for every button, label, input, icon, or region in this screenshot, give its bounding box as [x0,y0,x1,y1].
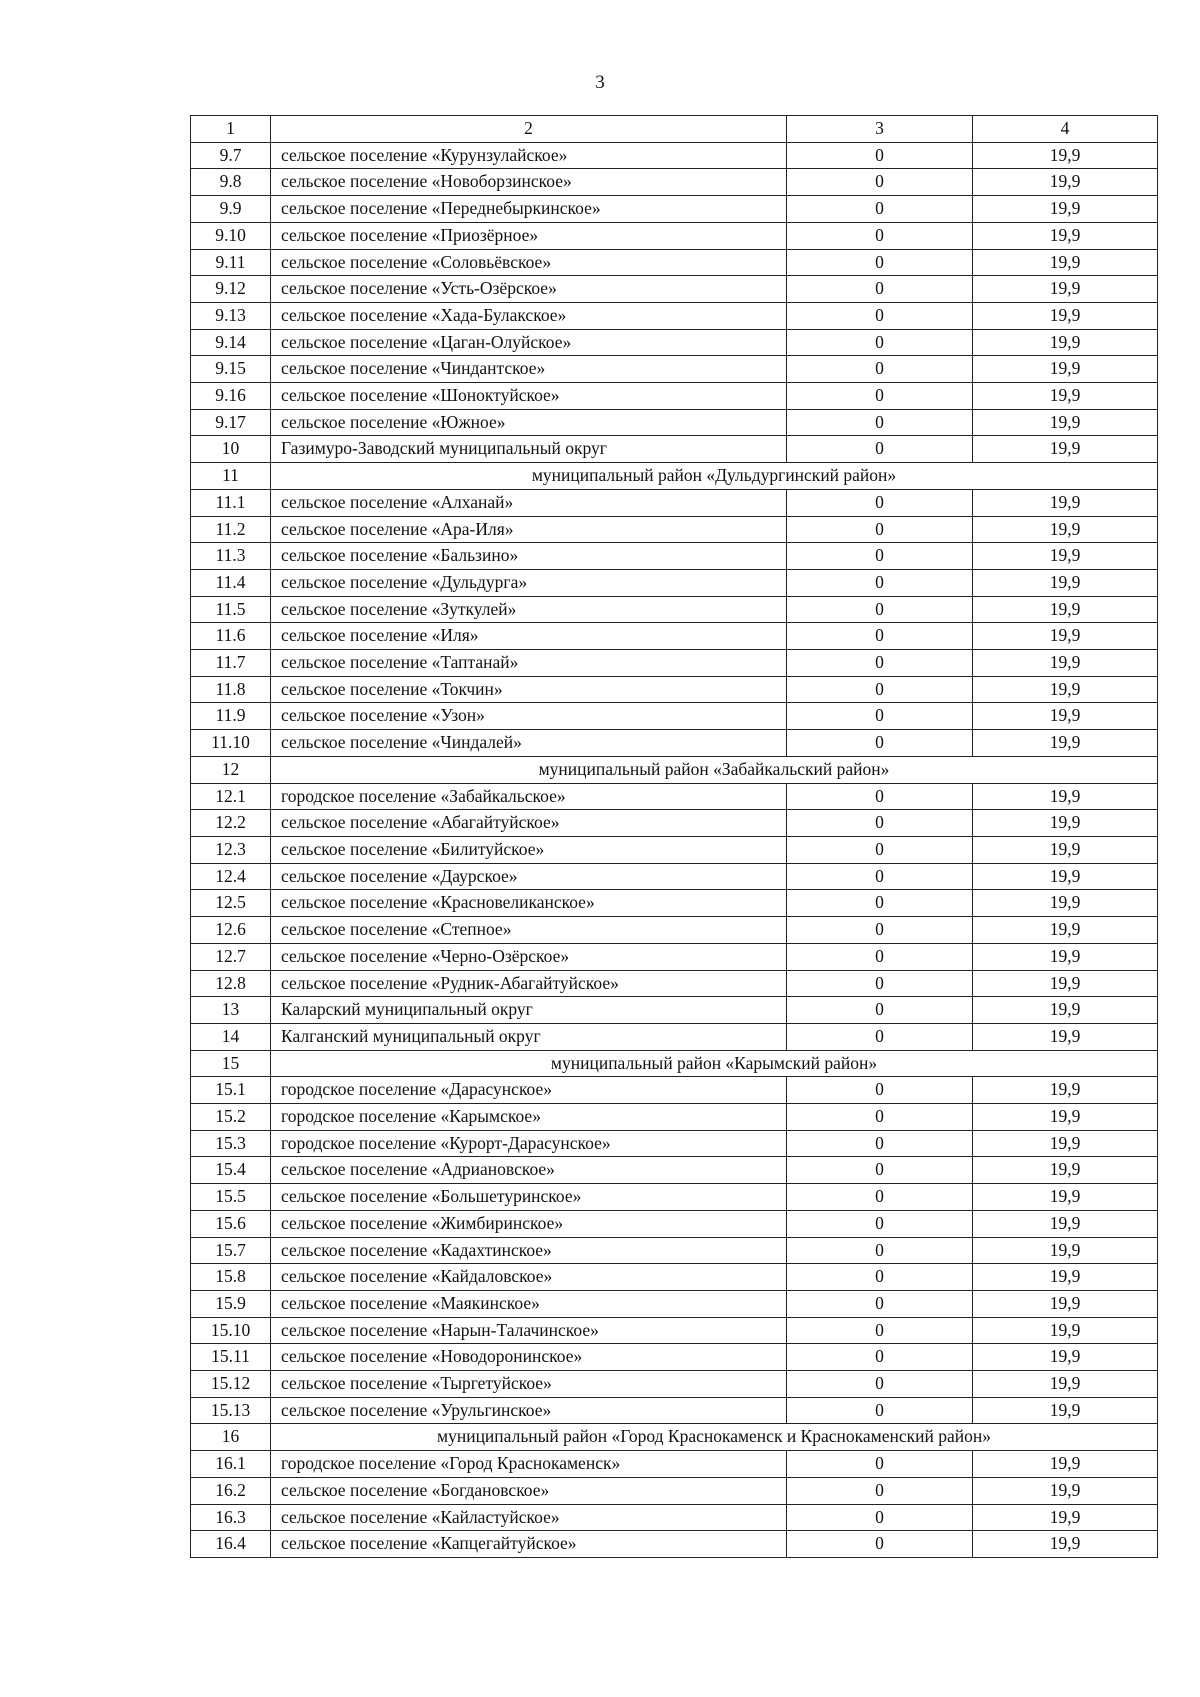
row-value-3: 0 [787,1317,973,1344]
row-value-4: 19,9 [973,543,1158,570]
row-name: сельское поселение «Абагайтуйское» [271,810,787,837]
data-table [190,115,1158,1558]
row-number: 15 [191,1050,271,1077]
row-number: 11.4 [191,569,271,596]
table-row [191,1397,1158,1424]
row-number: 11.10 [191,730,271,757]
row-value-3: 0 [787,730,973,757]
table-row [191,1210,1158,1237]
row-name: сельское поселение «Приозёрное» [271,222,787,249]
row-value-4: 19,9 [973,997,1158,1024]
header-cell-1: 1 [191,116,271,143]
table-row [191,196,1158,223]
table-row [191,1104,1158,1131]
row-value-4: 19,9 [973,169,1158,196]
row-value-4: 19,9 [973,1504,1158,1531]
table-row [191,516,1158,543]
table-row [191,970,1158,997]
row-value-4: 19,9 [973,1237,1158,1264]
row-number: 11.3 [191,543,271,570]
row-name: сельское поселение «Большетуринское» [271,1184,787,1211]
row-value-3: 0 [787,356,973,383]
row-number: 12.5 [191,890,271,917]
table-row [191,943,1158,970]
table-row [191,249,1158,276]
row-value-4: 19,9 [973,489,1158,516]
row-name: сельское поселение «Адриановское» [271,1157,787,1184]
table-row [191,222,1158,249]
row-value-3: 0 [787,810,973,837]
table-row [191,596,1158,623]
row-value-4: 19,9 [973,302,1158,329]
row-value-3: 0 [787,970,973,997]
row-value-4: 19,9 [973,1104,1158,1131]
row-value-4: 19,9 [973,1157,1158,1184]
row-name: Калганский муниципальный округ [271,1023,787,1050]
row-number: 12.2 [191,810,271,837]
row-number: 15.13 [191,1397,271,1424]
row-number: 15.4 [191,1157,271,1184]
row-number: 11.1 [191,489,271,516]
row-value-4: 19,9 [973,1184,1158,1211]
row-value-3: 0 [787,997,973,1024]
row-number: 16.3 [191,1504,271,1531]
row-value-3: 0 [787,249,973,276]
row-value-4: 19,9 [973,1397,1158,1424]
header-cell-4: 4 [973,116,1158,143]
row-value-4: 19,9 [973,890,1158,917]
row-name: городское поселение «Курорт-Дарасунское» [271,1130,787,1157]
row-value-4: 19,9 [973,249,1158,276]
row-number: 11.2 [191,516,271,543]
row-name: сельское поселение «Красновеликанское» [271,890,787,917]
row-number: 9.7 [191,142,271,169]
table-row [191,543,1158,570]
row-number: 15.10 [191,1317,271,1344]
table-section-row [191,463,1158,490]
section-title: муниципальный район «Карымский район» [271,1050,1158,1077]
row-value-3: 0 [787,1077,973,1104]
row-value-4: 19,9 [973,1290,1158,1317]
header-cell-3: 3 [787,116,973,143]
table-row [191,1371,1158,1398]
row-name: сельское поселение «Кадахтинское» [271,1237,787,1264]
row-name: сельское поселение «Ара-Иля» [271,516,787,543]
row-value-4: 19,9 [973,276,1158,303]
section-title: муниципальный район «Дульдургинский район» [271,463,1158,490]
row-value-3: 0 [787,1264,973,1291]
table-body [191,116,1158,1558]
table-header-row [191,116,1158,143]
row-value-3: 0 [787,276,973,303]
table-row [191,676,1158,703]
row-number: 16.2 [191,1477,271,1504]
row-value-3: 0 [787,890,973,917]
row-value-4: 19,9 [973,1531,1158,1558]
table-row [191,623,1158,650]
row-value-3: 0 [787,863,973,890]
row-value-4: 19,9 [973,1264,1158,1291]
row-number: 12 [191,756,271,783]
table-row [191,917,1158,944]
row-value-4: 19,9 [973,409,1158,436]
row-name: сельское поселение «Кайдаловское» [271,1264,787,1291]
row-name: городское поселение «Дарасунское» [271,1077,787,1104]
row-name: сельское поселение «Южное» [271,409,787,436]
row-value-3: 0 [787,1344,973,1371]
row-name: сельское поселение «Урульгинское» [271,1397,787,1424]
table-row [191,863,1158,890]
row-value-4: 19,9 [973,1023,1158,1050]
row-name: сельское поселение «Кайластуйское» [271,1504,787,1531]
row-number: 12.4 [191,863,271,890]
row-value-3: 0 [787,1184,973,1211]
row-number: 9.17 [191,409,271,436]
table-row [191,783,1158,810]
row-value-4: 19,9 [973,1077,1158,1104]
row-value-3: 0 [787,142,973,169]
row-number: 16 [191,1424,271,1451]
table-row [191,703,1158,730]
table-row [191,1237,1158,1264]
table-row [191,383,1158,410]
row-value-4: 19,9 [973,703,1158,730]
table-row [191,276,1158,303]
table-row [191,1077,1158,1104]
row-number: 11 [191,463,271,490]
row-number: 16.1 [191,1451,271,1478]
table-row [191,329,1158,356]
row-number: 12.7 [191,943,271,970]
row-value-3: 0 [787,222,973,249]
row-value-3: 0 [787,329,973,356]
row-value-4: 19,9 [973,810,1158,837]
row-name: сельское поселение «Новодоронинское» [271,1344,787,1371]
row-value-3: 0 [787,1371,973,1398]
table-row [191,1531,1158,1558]
row-number: 11.6 [191,623,271,650]
row-value-3: 0 [787,1290,973,1317]
row-name: сельское поселение «Токчин» [271,676,787,703]
table-row [191,1477,1158,1504]
table-row [191,1130,1158,1157]
row-value-4: 19,9 [973,1344,1158,1371]
row-name: сельское поселение «Чиндалей» [271,730,787,757]
table-row [191,650,1158,677]
row-number: 10 [191,436,271,463]
table-row [191,1344,1158,1371]
row-number: 9.12 [191,276,271,303]
row-value-4: 19,9 [973,917,1158,944]
table-row [191,1264,1158,1291]
table-row [191,810,1158,837]
table-row [191,1157,1158,1184]
row-value-4: 19,9 [973,383,1158,410]
row-value-4: 19,9 [973,1371,1158,1398]
row-value-4: 19,9 [973,222,1158,249]
row-value-3: 0 [787,1104,973,1131]
row-value-3: 0 [787,1531,973,1558]
row-number: 14 [191,1023,271,1050]
row-number: 9.13 [191,302,271,329]
row-number: 9.8 [191,169,271,196]
row-name: сельское поселение «Переднебыркинское» [271,196,787,223]
row-value-3: 0 [787,1397,973,1424]
row-value-4: 19,9 [973,943,1158,970]
row-name: сельское поселение «Жимбиринское» [271,1210,787,1237]
row-value-4: 19,9 [973,1130,1158,1157]
table-row [191,1023,1158,1050]
table-row [191,1504,1158,1531]
row-name: сельское поселение «Капцегайтуйское» [271,1531,787,1558]
row-value-3: 0 [787,1451,973,1478]
table-row [191,409,1158,436]
row-value-4: 19,9 [973,196,1158,223]
table-row [191,890,1158,917]
row-name: городское поселение «Город Краснокаменск» [271,1451,787,1478]
row-name: сельское поселение «Алханай» [271,489,787,516]
row-number: 12.6 [191,917,271,944]
row-value-3: 0 [787,516,973,543]
row-value-4: 19,9 [973,1477,1158,1504]
row-name: сельское поселение «Хада-Булакское» [271,302,787,329]
row-value-3: 0 [787,596,973,623]
page-number: 3 [595,72,605,93]
row-value-4: 19,9 [973,569,1158,596]
row-number: 13 [191,997,271,1024]
row-value-3: 0 [787,1130,973,1157]
row-value-3: 0 [787,623,973,650]
row-name: Газимуро-Заводский муниципальный округ [271,436,787,463]
row-number: 15.9 [191,1290,271,1317]
row-number: 11.8 [191,676,271,703]
row-value-4: 19,9 [973,1210,1158,1237]
row-number: 15.2 [191,1104,271,1131]
row-number: 9.14 [191,329,271,356]
row-number: 9.10 [191,222,271,249]
row-value-4: 19,9 [973,436,1158,463]
row-number: 12.1 [191,783,271,810]
row-number: 11.7 [191,650,271,677]
row-name: сельское поселение «Соловьёвское» [271,249,787,276]
row-name: сельское поселение «Рудник-Абагайтуйское» [271,970,787,997]
row-value-3: 0 [787,569,973,596]
row-value-4: 19,9 [973,676,1158,703]
row-name: сельское поселение «Бальзино» [271,543,787,570]
row-number: 15.8 [191,1264,271,1291]
row-name: сельское поселение «Курунзулайское» [271,142,787,169]
row-value-3: 0 [787,489,973,516]
row-value-4: 19,9 [973,142,1158,169]
row-value-3: 0 [787,543,973,570]
row-name: сельское поселение «Дульдурга» [271,569,787,596]
row-value-3: 0 [787,836,973,863]
row-value-4: 19,9 [973,1317,1158,1344]
row-name: сельское поселение «Черно-Озёрское» [271,943,787,970]
row-value-3: 0 [787,302,973,329]
row-value-3: 0 [787,196,973,223]
row-number: 9.9 [191,196,271,223]
row-number: 12.3 [191,836,271,863]
section-title: муниципальный район «Забайкальский район» [271,756,1158,783]
table-row [191,1290,1158,1317]
table-row [191,489,1158,516]
row-name: сельское поселение «Богдановское» [271,1477,787,1504]
row-name: сельское поселение «Узон» [271,703,787,730]
row-number: 9.11 [191,249,271,276]
table-row [191,436,1158,463]
row-value-3: 0 [787,409,973,436]
row-name: сельское поселение «Билитуйское» [271,836,787,863]
row-value-3: 0 [787,1023,973,1050]
table-row [191,302,1158,329]
row-value-3: 0 [787,1210,973,1237]
row-number: 15.7 [191,1237,271,1264]
row-value-3: 0 [787,383,973,410]
row-name: сельское поселение «Иля» [271,623,787,650]
row-value-3: 0 [787,1157,973,1184]
row-value-4: 19,9 [973,970,1158,997]
table-row [191,1451,1158,1478]
row-value-4: 19,9 [973,783,1158,810]
header-cell-2: 2 [271,116,787,143]
table-row [191,730,1158,757]
table-row [191,1317,1158,1344]
table-row [191,356,1158,383]
row-number: 11.9 [191,703,271,730]
row-number: 15.6 [191,1210,271,1237]
row-number: 15.5 [191,1184,271,1211]
row-number: 9.15 [191,356,271,383]
table-row [191,997,1158,1024]
row-name: сельское поселение «Цаган-Олуйское» [271,329,787,356]
row-name: сельское поселение «Чиндантское» [271,356,787,383]
row-number: 12.8 [191,970,271,997]
row-name: сельское поселение «Тыргетуйское» [271,1371,787,1398]
row-number: 15.1 [191,1077,271,1104]
table-row [191,1184,1158,1211]
row-value-4: 19,9 [973,623,1158,650]
row-value-3: 0 [787,650,973,677]
table-section-row [191,1424,1158,1451]
row-name: сельское поселение «Нарын-Талачинское» [271,1317,787,1344]
row-name: сельское поселение «Таптанай» [271,650,787,677]
table-row [191,569,1158,596]
row-value-3: 0 [787,783,973,810]
row-name: сельское поселение «Маякинское» [271,1290,787,1317]
row-value-3: 0 [787,169,973,196]
row-number: 9.16 [191,383,271,410]
row-value-4: 19,9 [973,329,1158,356]
row-value-3: 0 [787,1504,973,1531]
row-value-4: 19,9 [973,516,1158,543]
row-value-3: 0 [787,676,973,703]
row-number: 11.5 [191,596,271,623]
row-value-4: 19,9 [973,836,1158,863]
row-value-4: 19,9 [973,650,1158,677]
row-value-4: 19,9 [973,356,1158,383]
table-section-row [191,1050,1158,1077]
table-row [191,169,1158,196]
row-number: 15.3 [191,1130,271,1157]
row-name: городское поселение «Забайкальское» [271,783,787,810]
row-number: 16.4 [191,1531,271,1558]
row-value-4: 19,9 [973,596,1158,623]
row-value-3: 0 [787,1477,973,1504]
row-name: сельское поселение «Степное» [271,917,787,944]
row-name: сельское поселение «Новоборзинское» [271,169,787,196]
row-number: 15.12 [191,1371,271,1398]
row-value-3: 0 [787,917,973,944]
row-value-4: 19,9 [973,730,1158,757]
row-value-4: 19,9 [973,863,1158,890]
row-value-4: 19,9 [973,1451,1158,1478]
table-row [191,142,1158,169]
row-value-3: 0 [787,943,973,970]
table-section-row [191,756,1158,783]
row-name: сельское поселение «Даурское» [271,863,787,890]
row-number: 15.11 [191,1344,271,1371]
row-name: сельское поселение «Шоноктуйское» [271,383,787,410]
row-name: городское поселение «Карымское» [271,1104,787,1131]
row-name: сельское поселение «Зуткулей» [271,596,787,623]
row-name: сельское поселение «Усть-Озёрское» [271,276,787,303]
row-value-3: 0 [787,436,973,463]
row-value-3: 0 [787,703,973,730]
table-row [191,836,1158,863]
section-title: муниципальный район «Город Краснокаменск и Краснокаменский район» [271,1424,1158,1451]
row-name: Каларский муниципальный округ [271,997,787,1024]
row-value-3: 0 [787,1237,973,1264]
